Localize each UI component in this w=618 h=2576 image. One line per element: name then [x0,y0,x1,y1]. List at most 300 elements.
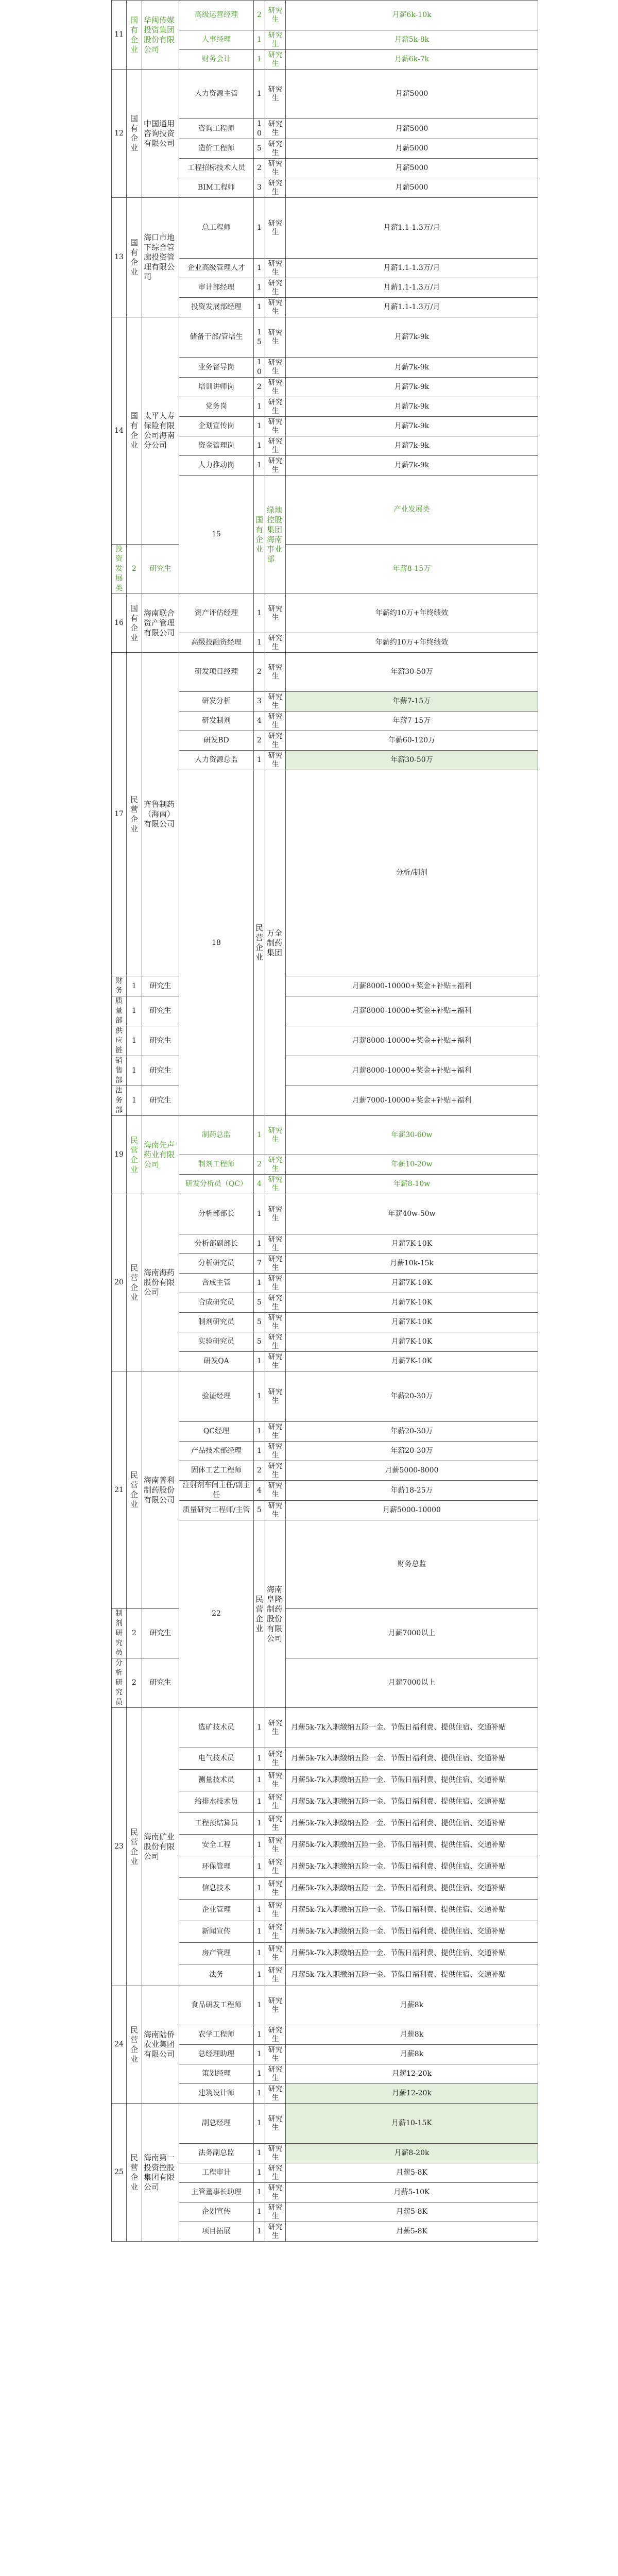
table-row [112,1086,538,1116]
position-name: 党务岗 [179,397,254,417]
position-name: 业务督导岗 [179,358,254,378]
headcount: 2 [127,1609,142,1658]
headcount: 1 [254,1352,265,1371]
table-row [112,1708,538,1748]
table-row [112,1371,538,1422]
salary: 月薪5-8K [286,2202,538,2222]
salary: 月薪1.1-1.3万/月 [286,259,538,278]
position-name: 资产评估经理 [179,594,254,633]
education: 研究生 [265,139,286,159]
position-name: 咨询工程师 [179,119,254,139]
salary: 月薪5000 [286,159,538,178]
education: 研究生 [265,2084,286,2104]
headcount: 2 [254,731,265,751]
education: 研究生 [265,397,286,417]
position-name: 资金管理岗 [179,436,254,456]
salary: 月薪5-10K [286,2183,538,2202]
education: 研究生 [265,2202,286,2222]
company-type: 国有企业 [127,594,142,653]
position-name: 研发BD [179,731,254,751]
salary: 月薪5000 [286,70,538,119]
position-name: 制剂研究员 [112,1609,127,1658]
headcount: 1 [254,2163,265,2183]
education: 研究生 [265,1770,286,1791]
education: 研究生 [142,1026,179,1056]
position-name: 财务会计 [179,50,254,70]
salary: 月薪1.1-1.3万/月 [286,198,538,259]
salary: 年薪60-120万 [286,731,538,751]
headcount: 1 [254,2064,265,2084]
education: 研究生 [265,1791,286,1813]
education: 研究生 [265,159,286,178]
education: 研究生 [142,1086,179,1116]
education: 研究生 [265,1461,286,1481]
table-row [112,594,538,633]
salary: 月薪5k-7k入职缴纳五险一金、节假日福利费、提供住宿、交通补贴 [286,1856,538,1878]
company-name: 华闽传媒投资集团股份有限公司 [142,1,179,70]
headcount: 1 [127,1056,142,1086]
headcount: 1 [254,198,265,259]
headcount: 1 [254,1708,265,1748]
salary: 月薪5-8K [286,2222,538,2242]
position-name: 研发制剂 [179,711,254,731]
company-name: 海南普利制药股份有限公司 [142,1371,179,1609]
position-name: 投资发展部经理 [179,298,254,317]
education: 研究生 [265,1442,286,1461]
salary: 年薪30-60w [286,1116,538,1155]
position-name: 合成研究员 [179,1293,254,1313]
headcount: 1 [254,2084,265,2104]
position-name: 注射剂车间主任/副主任 [179,1481,254,1501]
education: 研究生 [265,1813,286,1835]
company-name: 万全制药集团 [265,770,286,1116]
headcount: 2 [254,1461,265,1481]
headcount: 1 [127,996,142,1026]
position-name: QC经理 [179,1422,254,1442]
salary: 月薪10-15K [286,2104,538,2144]
headcount: 1 [254,2183,265,2202]
table-row [112,1,538,30]
company-type: 国有企业 [127,317,142,545]
education: 研究生 [142,1609,179,1658]
headcount: 2 [254,159,265,178]
position-name: 副总经理 [179,2104,254,2144]
education: 研究生 [265,1921,286,1943]
position-name: 分析部部长 [179,1194,254,1234]
salary: 月薪7K-10K [286,1274,538,1293]
education: 研究生 [265,30,286,50]
headcount: 2 [127,545,142,594]
headcount: 5 [254,1293,265,1313]
salary: 月薪5k-7k入职缴纳五险一金、节假日福利费、提供住宿、交通补贴 [286,1835,538,1856]
salary: 年薪20-30万 [286,1442,538,1461]
education: 研究生 [142,1056,179,1086]
position-name: 企划宣传岗 [179,417,254,436]
salary: 月薪7K-10K [286,1332,538,1352]
headcount: 1 [254,2104,265,2144]
headcount: 1 [254,417,265,436]
position-name: 实验研究员 [179,1332,254,1352]
education: 研究生 [265,317,286,358]
education: 研究生 [265,1274,286,1293]
position-name: 分析研究员 [179,1254,254,1274]
headcount: 1 [254,1442,265,1461]
education: 研究生 [265,1116,286,1155]
headcount: 15 [254,317,265,358]
education: 研究生 [265,1254,286,1274]
position-name: 信息技术 [179,1878,254,1900]
company-name: 海口市地下综合管廊投资管理有限公司 [142,198,179,317]
company-type: 民营企业 [127,1986,142,2104]
position-name: 项目拓展 [179,2222,254,2242]
headcount: 1 [127,976,142,996]
headcount: 2 [127,1658,142,1708]
company-type: 国有企业 [127,1,142,70]
row-number: 18 [179,770,254,1116]
salary: 月薪8000-10000+奖金+补贴+福利 [286,976,538,996]
headcount: 1 [254,1943,265,1964]
table-row [112,1609,538,1658]
salary: 月薪7000-10000+奖金+补贴+福利 [286,1086,538,1116]
position-name: 高级运营经理 [179,1,254,30]
company-type: 民营企业 [127,1194,142,1371]
education: 研究生 [265,1422,286,1442]
table-row [112,317,538,358]
position-name: 分析部副部长 [179,1234,254,1254]
headcount: 1 [254,1856,265,1878]
position-name: 储备干部/管培生 [179,317,254,358]
salary: 月薪5000 [286,178,538,198]
position-name: 人力资源主管 [179,70,254,119]
salary: 月薪6k-7k [286,50,538,70]
row-number: 11 [112,1,127,70]
headcount: 1 [254,278,265,298]
salary: 月薪7k-9k [286,417,538,436]
headcount: 5 [254,1313,265,1332]
salary: 月薪5000 [286,119,538,139]
education: 研究生 [265,278,286,298]
education: 研究生 [265,711,286,731]
company-name: 海南矿业股份有限公司 [142,1708,179,1986]
company-name: 海南第一投资控股集团有限公司 [142,2104,179,2242]
headcount: 7 [254,1254,265,1274]
salary: 月薪5000 [286,139,538,159]
position-name: 电气技术员 [179,1748,254,1770]
row-number: 16 [112,594,127,653]
salary: 年薪20-30万 [286,1371,538,1422]
education: 研究生 [142,545,179,594]
table-row [112,996,538,1026]
education: 研究生 [265,633,286,653]
row-number: 19 [112,1116,127,1194]
table-row [112,545,538,594]
table-row [112,1116,538,1155]
salary: 月薪5-8K [286,2163,538,2183]
salary: 年薪40w-50w [286,1194,538,1234]
company-type: 国有企业 [127,198,142,317]
headcount: 1 [254,2202,265,2222]
salary: 月薪7k-9k [286,378,538,397]
education: 研究生 [265,1835,286,1856]
position-name: 培训讲师岗 [179,378,254,397]
position-name: 工程预结算员 [179,1813,254,1835]
position-name: 企划宣传 [179,2202,254,2222]
education: 研究生 [265,2163,286,2183]
position-name: 给排水技术员 [179,1791,254,1813]
table-row [112,198,538,259]
position-name: 选矿技术员 [179,1708,254,1748]
salary: 年薪约10万+年终绩效 [286,633,538,653]
position-name: 新闻宣传 [179,1921,254,1943]
headcount: 2 [254,378,265,397]
position-name: 人力推动岗 [179,456,254,476]
salary: 月薪5k-7k入职缴纳五险一金、节假日福利费、提供住宿、交通补贴 [286,1943,538,1964]
headcount: 1 [254,397,265,417]
headcount: 2 [254,1,265,30]
company-name: 海南联合资产管理有限公司 [142,594,179,653]
education: 研究生 [265,456,286,476]
education: 研究生 [265,1155,286,1175]
salary: 年薪20-30万 [286,1422,538,1442]
headcount: 4 [254,1481,265,1501]
salary: 年薪8-15万 [286,545,538,594]
education: 研究生 [265,2025,286,2045]
education: 研究生 [265,378,286,397]
headcount: 1 [254,2144,265,2163]
position-name: 研发分析 [179,692,254,711]
headcount: 1 [254,1116,265,1155]
salary: 月薪7k-9k [286,397,538,417]
education: 研究生 [265,2183,286,2202]
salary: 月薪5k-7k入职缴纳五险一金、节假日福利费、提供住宿、交通补贴 [286,1878,538,1900]
education: 研究生 [265,1293,286,1313]
education: 研究生 [265,2222,286,2242]
salary: 月薪6k-10k [286,1,538,30]
company-type: 民营企业 [127,653,142,976]
salary: 月薪7K-10K [286,1313,538,1332]
salary: 月薪5k-7k入职缴纳五险一金、节假日福利费、提供住宿、交通补贴 [286,1964,538,1986]
position-name: 研发分析员（QC） [179,1175,254,1194]
headcount: 1 [254,1791,265,1813]
position-name: 测量技术员 [179,1770,254,1791]
position-name: 主管董事长助理 [179,2183,254,2202]
salary: 月薪7K-10K [286,1352,538,1371]
salary: 月薪7k-9k [286,456,538,476]
education: 研究生 [265,259,286,278]
salary: 月薪7k-9k [286,317,538,358]
company-type: 民营企业 [254,770,265,1116]
education: 研究生 [265,731,286,751]
headcount: 1 [254,2045,265,2064]
position-name: 产品技术部经理 [179,1442,254,1461]
position-name: 总经理助理 [179,2045,254,2064]
position-name: 研发QA [179,1352,254,1371]
education: 研究生 [142,996,179,1026]
company-name: 太平人寿保险有限公司海南分公司 [142,317,179,545]
company-type: 民营企业 [127,2104,142,2242]
headcount: 1 [254,456,265,476]
headcount: 4 [254,711,265,731]
headcount: 2 [254,1155,265,1175]
company-type: 民营企业 [127,1116,142,1194]
headcount: 1 [254,1964,265,1986]
headcount: 1 [254,1371,265,1422]
headcount: 1 [254,594,265,633]
position-name: 财务总监 [286,1520,538,1609]
salary: 月薪7K-10K [286,1234,538,1254]
headcount: 3 [254,178,265,198]
salary: 月薪5k-7k入职缴纳五险一金、节假日福利费、提供住宿、交通补贴 [286,1921,538,1943]
education: 研究生 [265,2064,286,2084]
headcount: 1 [254,633,265,653]
position-name: 固体工艺工程师 [179,1461,254,1481]
education: 研究生 [265,1352,286,1371]
position-name: 分析研究员 [112,1658,127,1708]
table-row [112,1056,538,1086]
education: 研究生 [265,1194,286,1234]
salary: 年薪约10万+年终绩效 [286,594,538,633]
company-type: 民营企业 [127,1708,142,1986]
education: 研究生 [265,1175,286,1194]
education: 研究生 [265,298,286,317]
position-name: BIM工程师 [179,178,254,198]
headcount: 1 [254,1194,265,1234]
salary: 月薪8000-10000+奖金+补贴+福利 [286,1056,538,1086]
education: 研究生 [265,1332,286,1352]
position-name: 产业发展类 [286,476,538,545]
headcount: 10 [254,119,265,139]
salary: 月薪7K-10K [286,1293,538,1313]
education: 研究生 [265,1878,286,1900]
position-name: 建筑设计师 [179,2084,254,2104]
salary: 月薪5k-7k入职缴纳五险一金、节假日福利费、提供住宿、交通补贴 [286,1770,538,1791]
headcount: 1 [127,1026,142,1056]
education: 研究生 [265,1501,286,1520]
education: 研究生 [265,358,286,378]
headcount: 1 [254,70,265,119]
salary: 月薪8000-10000+奖金+补贴+福利 [286,1026,538,1056]
headcount: 1 [254,2222,265,2242]
salary: 月薪7k-9k [286,358,538,378]
position-name: 制剂研究员 [179,1313,254,1332]
salary: 年薪30-50万 [286,751,538,770]
job-table [111,0,538,2242]
education: 研究生 [265,119,286,139]
position-name: 法务部 [112,1086,127,1116]
headcount: 1 [254,1274,265,1293]
headcount: 1 [254,1234,265,1254]
row-number: 13 [112,198,127,317]
headcount: 5 [254,1501,265,1520]
headcount: 1 [254,1813,265,1835]
position-name: 制剂工程师 [179,1155,254,1175]
education: 研究生 [265,1234,286,1254]
position-name: 策划经理 [179,2064,254,2084]
salary: 月薪12-20k [286,2084,538,2104]
salary: 月薪5000-10000 [286,1501,538,1520]
education: 研究生 [265,436,286,456]
education: 研究生 [142,1658,179,1708]
position-name: 人事经理 [179,30,254,50]
salary: 月薪7k-9k [286,436,538,456]
headcount: 1 [254,2025,265,2045]
education: 研究生 [265,70,286,119]
table-row [112,2104,538,2144]
headcount: 1 [254,436,265,456]
position-name: 制药总监 [179,1116,254,1155]
row-number: 21 [112,1371,127,1609]
headcount: 4 [254,1175,265,1194]
headcount: 1 [254,259,265,278]
position-name: 人力资源总监 [179,751,254,770]
headcount: 3 [254,692,265,711]
headcount: 5 [254,1332,265,1352]
salary: 月薪7000以上 [286,1658,538,1708]
position-name: 投资发展类 [112,545,127,594]
headcount: 1 [254,30,265,50]
salary: 年薪7-15万 [286,692,538,711]
education: 研究生 [265,1371,286,1422]
company-name: 绿地控股集团海南事业部 [265,476,286,594]
headcount: 5 [254,139,265,159]
company-name: 海南皇隆制药股份有限公司 [265,1520,286,1708]
education: 研究生 [265,1856,286,1878]
position-name: 财务 [112,976,127,996]
salary: 月薪5k-7k入职缴纳五险一金、节假日福利费、提供住宿、交通补贴 [286,1900,538,1921]
position-name: 研发项目经理 [179,653,254,692]
salary: 月薪8k [286,2025,538,2045]
education: 研究生 [142,976,179,996]
education: 研究生 [265,2045,286,2064]
recruitment-document [111,0,538,2242]
company-name: 海南陆侨农业集团有限公司 [142,1986,179,2104]
row-number: 24 [112,1986,127,2104]
education: 研究生 [265,1900,286,1921]
position-name: 质量研究工程师/主管 [179,1501,254,1520]
position-name: 企业高级管理人才 [179,259,254,278]
position-name: 法务副总监 [179,2144,254,2163]
salary: 月薪5000-8000 [286,1461,538,1481]
position-name: 工程审计 [179,2163,254,2183]
education: 研究生 [265,2104,286,2144]
salary: 月薪10k-15k [286,1254,538,1274]
position-name: 合成主管 [179,1274,254,1293]
row-number: 15 [179,476,254,594]
salary: 月薪8k [286,2045,538,2064]
education: 研究生 [265,1964,286,1986]
salary: 月薪5k-8k [286,30,538,50]
company-type: 国有企业 [127,70,142,198]
position-name: 验证经理 [179,1371,254,1422]
education: 研究生 [265,198,286,259]
salary: 月薪5k-7k入职缴纳五险一金、节假日福利费、提供住宿、交通补贴 [286,1791,538,1813]
education: 研究生 [265,178,286,198]
education: 研究生 [265,692,286,711]
education: 研究生 [265,653,286,692]
salary: 月薪12-20k [286,2064,538,2084]
position-name: 造价工程师 [179,139,254,159]
row-number: 20 [112,1194,127,1371]
position-name: 总工程师 [179,198,254,259]
headcount: 1 [254,1986,265,2025]
headcount: 1 [254,1900,265,1921]
row-number: 22 [179,1520,254,1708]
position-name: 安全工程 [179,1835,254,1856]
position-name: 食品研发工程师 [179,1986,254,2025]
headcount: 1 [254,1770,265,1791]
position-name: 分析/制剂 [286,770,538,976]
education: 研究生 [265,1313,286,1332]
